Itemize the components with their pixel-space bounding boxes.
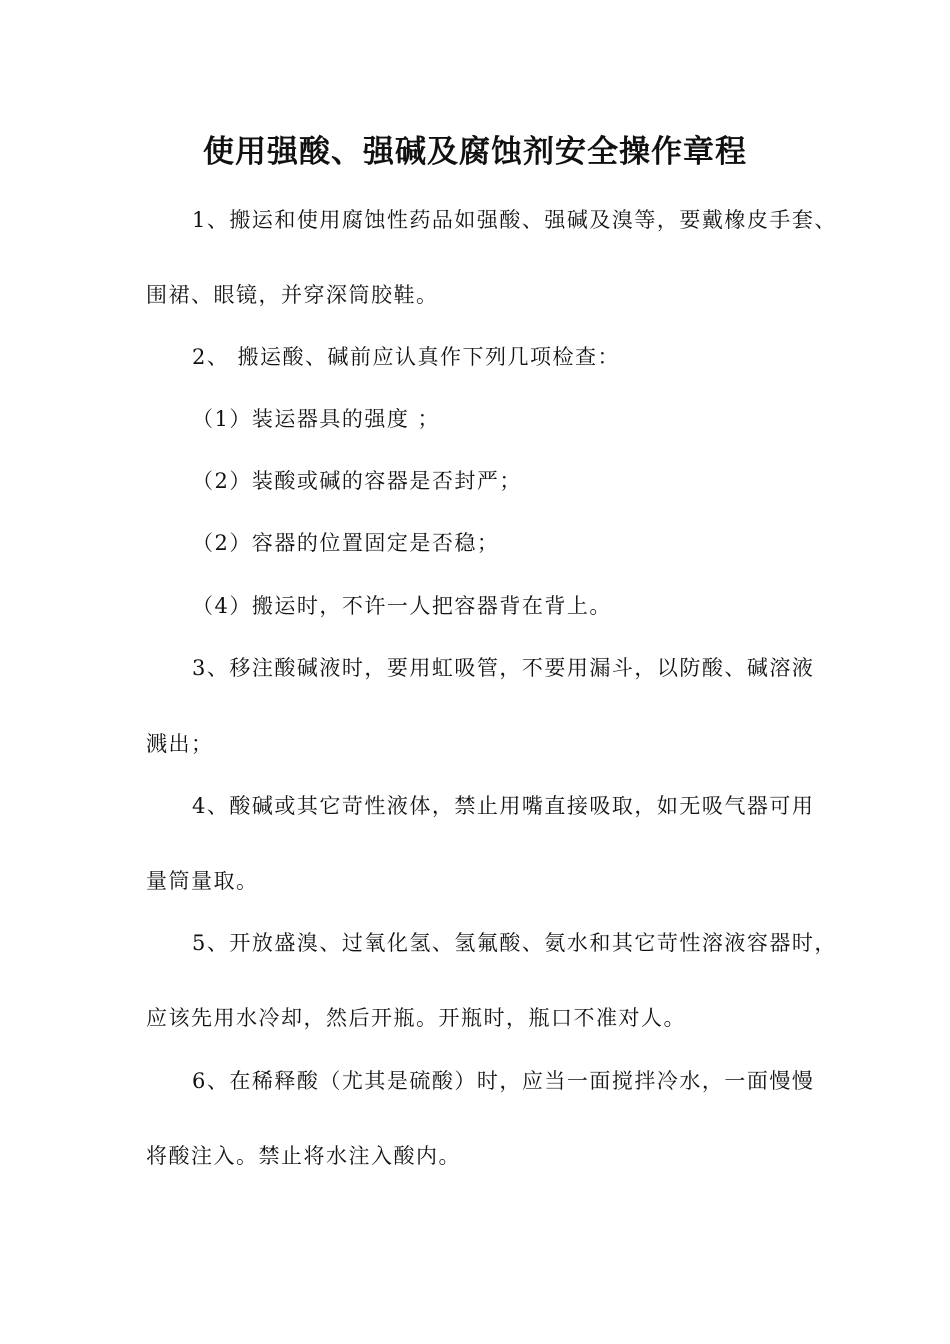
check-item-2: （2）装酸或碱的容器是否封严；: [192, 469, 522, 493]
paragraph-6-line-2: 将酸注入。禁止将水注入酸内。: [146, 1144, 461, 1168]
paragraph-1-line-2: 围裙、眼镜，并穿深筒胶鞋。: [146, 283, 439, 307]
document-title: 使用强酸、强碱及腐蚀剂安全操作章程: [203, 134, 747, 170]
paragraph-5-line-2: 应该先用水冷却，然后开瓶。开瓶时，瓶口不准对人。: [146, 1006, 686, 1030]
check-item-1: （1）装运器具的强度 ；: [192, 407, 441, 431]
paragraph-1-line-1: 1、搬运和使用腐蚀性药品如强酸、强碱及溴等，要戴橡皮手套、: [192, 208, 837, 232]
check-item-4: （4）搬运时，不许一人把容器背在背上。: [192, 594, 612, 618]
paragraph-5-line-1: 5、开放盛溴、过氧化氢、氢氟酸、氨水和其它苛性溶液容器时，: [192, 931, 837, 955]
paragraph-3-line-1: 3、移注酸碱液时，要用虹吸管，不要用漏斗，以防酸、碱溶液: [192, 656, 815, 680]
check-item-3: （2）容器的位置固定是否稳；: [192, 531, 500, 555]
paragraph-4-line-2: 量筒量取。: [146, 869, 259, 893]
paragraph-2-line-1: 2、 搬运酸、碱前应认真作下列几项检查：: [192, 345, 621, 369]
paragraph-4-line-1: 4、酸碱或其它苛性液体，禁止用嘴直接吸取，如无吸气器可用: [192, 794, 815, 818]
paragraph-3-line-2: 溅出；: [146, 732, 214, 756]
paragraph-6-line-1: 6、在稀释酸（尤其是硫酸）时，应当一面搅拌冷水，一面慢慢: [192, 1069, 815, 1093]
